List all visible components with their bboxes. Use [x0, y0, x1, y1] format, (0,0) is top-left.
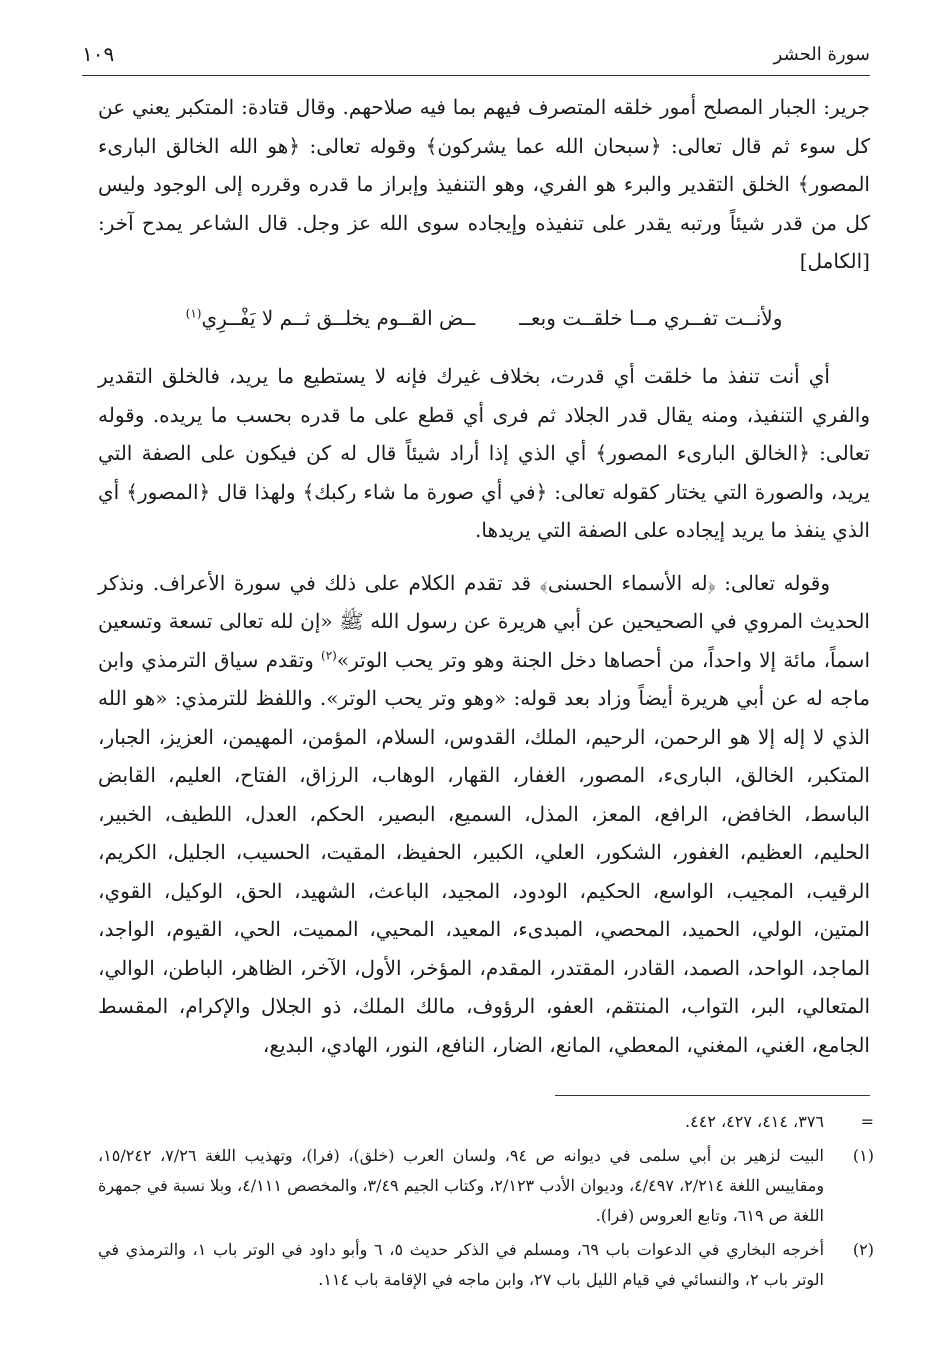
footnote-ref-2: (٢) [321, 647, 337, 662]
verse-first-hemistich: ولأنــت تفــري مــا خلقــت وبعــ [519, 305, 783, 330]
paragraph-3-part-a: وقوله تعالى: ﴿له الأسماء الحسنى﴾ قد تقدم الكلام على ذلك في سورة الأعراف. ونذكر الحديث المروي في الصحيحين عن أبي هريرة عن رسول الله ﷺ «إن لله تعالى تسعة وتسعين اسماً، مائة إلا واحداً، من أحصاها دخل الجنة وهو وتر يحب الوتر» [98, 570, 870, 672]
paragraph-3 [98, 564, 870, 1065]
paragraph-3-part-b: وتقدم سياق الترمذي وابن ماجه له عن أبي هريرة أيضاً وزاد بعد قوله: «وهو وتر يحب الوتر». واللفظ للترمذي: «هو الله الذي لا إله إلا هو الرحمن، الرحيم، الملك، القدوس، السلام، المؤمن، المهيمن، العزيز، الجبار، المتكبر، الخالق، البارىء، المصور، الغفار، القهار، الوهاب، الرزاق، الفتاح، العليم، القابض الباسط، الخافض، الرافع، المعز، المذل، السميع، البصير، الحكم، العدل، اللطيف، الخبير، الحليم، العظيم، الغفور، الشكور، العلي، الكبير، الحفيظ، المقيت، الحسيب، الجليل، الكريم، الرقيب، المجيب، الواسع، الحكيم، الودود، المجيد، الباعث، الشهيد، الحق، الوكيل، القوي، المتين، الولي، الحميد، المحصي، المبدىء، المعيد، المحيي، المميت، الحي، القيوم، الواجد، الماجد، الواحد، الصمد، القادر، المقتدر، المقدم، المؤخر، الأول، الآخر، الظاهر، الباطن، الوالي، المتعالي، البر، التواب، المنتقم، العفو، الرؤوف، مالك الملك، ذو الجلال والإكرام، المقسط الجامع، الغني، المغني، المعطي، المانع، الضار، النافع، النور، الهادي، البديع، [98, 647, 870, 1057]
footnote-1-text: البيت لزهير بن أبي سلمى في ديوانه ص ٩٤، ولسان العرب (خلق)، (فرا)، وتهذيب اللغة ٧/٢٦، ١٥/٢٤٢، ومقاييس اللغة ٢/٢١٤، ٤/٤٩٧، وديوان الأدب ٢/١٢٣، وكتاب الجيم ٣/٤٩، والمخصص ٤/١١١، وبلا نسبة في جمهرة اللغة ص ٦١٩، وتابع العروس (فرا). [98, 1146, 825, 1225]
header-rule [82, 75, 870, 76]
verse-second-hemistich [186, 299, 476, 338]
footnote-cont-text: ٣٧٦، ٤١٤، ٤٢٧، ٤٤٢. [685, 1112, 824, 1131]
poetry-verse [98, 299, 870, 338]
footnote-2-text: أخرجه البخاري في الدعوات باب ٦٩، ومسلم في الذكر حديث ٥، ٦ وأبو داود في الوتر باب ١، والترمذي في الوتر باب ٢، والنسائي في قيام الليل باب ٢٧، وابن ماجه في الإقامة باب ١١٤. [98, 1240, 825, 1289]
footnote-2 [98, 1235, 874, 1295]
main-text [98, 88, 870, 1064]
paragraph-1: جرير: الجبار المصلح أمور خلقه المتصرف فيهم بما فيه صلاحهم. وقال قتادة: المتكبر يعني عن كل سوء ثم قال تعالى: ﴿سبحان الله عما يشركون﴾ وقوله تعالى: ﴿هو الله الخالق البارىء المصور﴾ الخلق التقدير والبرء هو الفري، وهو التنفيذ وإبراز ما قدره وقرره إلى الوجود وليس كل من قدر شيئاً ورتبه يقدر على تنفيذه وإيجاده سوى الله عز وجل. قال الشاعر يمدح آخر: [الكامل] [98, 95, 870, 273]
footnote-2-number: (٢) [852, 1240, 874, 1259]
paragraph-2: أي أنت تنفذ ما خلقت أي قدرت، بخلاف غيرك فإنه لا يستطيع ما يريد، فالخلق التقدير والفري التنفيذ، ومنه يقال قدر الجلاد ثم فرى أي قطع على ما قدره بحسب ما يريده. وقوله تعالى: ﴿الخالق البارىء المصور﴾ أي الذي إذا أراد شيئاً قال له كن فيكون على الصفة التي يريد، والصورة التي يختار كقوله تعالى: ﴿في أي صورة ما شاء ركبك﴾ ولهذا قال ﴿المصور﴾ أي الذي ينفذ ما يريد إيجاده على الصفة التي يريدها. [98, 364, 870, 542]
footnote-separator [555, 1095, 870, 1096]
footnote-ref-1: (١) [185, 305, 202, 320]
page-number: ١٠٩ [82, 42, 115, 66]
page-header [82, 40, 870, 76]
footnote-continuation [98, 1107, 874, 1137]
verse-second-text: ــض القــوم يخلــق ثــم لا يَفْــرِي [201, 305, 476, 330]
footnote-1-number: (١) [852, 1146, 874, 1165]
footnotes [98, 1107, 874, 1299]
sura-title: سورة الحشر [773, 44, 870, 65]
footnote-1 [98, 1141, 874, 1231]
footnote-cont-mark: = [860, 1112, 874, 1131]
